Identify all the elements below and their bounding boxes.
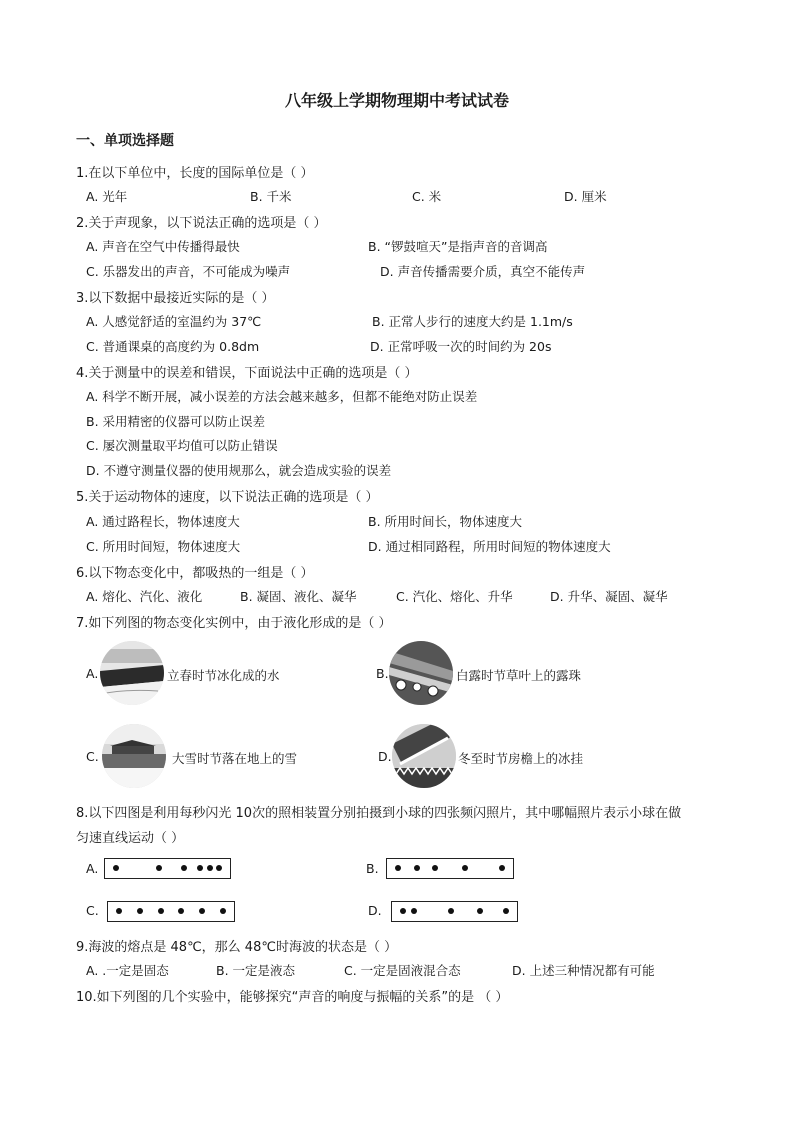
q3-option-c: C. 普通课桌的高度约为 0.8dm [86,339,260,354]
question-6-stem: 6.以下物态变化中，都吸热的一组是（ ） [76,566,314,581]
q9-option-a: A. .一定是固态 [86,963,169,978]
ball-dot [207,865,213,871]
q7-option-b: B. [376,666,389,681]
q2-option-a: A. 声音在空气中传播得最快 [86,239,240,254]
q2-option-b: B. “锣鼓喧天”是指声音的音调高 [368,239,548,254]
ball-dot [216,865,222,871]
q3-option-d: D. 正常呼吸一次的时间约为 20s [370,339,552,354]
ball-dot [220,908,226,914]
q7-option-d: D. [378,749,392,764]
q8-option-a: A. [86,861,99,876]
q9-option-c: C. 一定是固液混合态 [344,963,461,978]
flash-photo-d [391,901,518,922]
q7-caption-b: 白露时节草叶上的露珠 [456,668,582,683]
q4-option-c: C. 屡次测量取平均值可以防止错误 [86,438,278,453]
question-9-stem: 9.海波的熔点是 48℃，那么 48℃时海波的状态是（ ） [76,940,398,955]
question-10-stem: 10.如下列图的几个实验中，能够探究“声音的响度与振幅的关系”的是 （ ） [76,990,509,1005]
question-4-stem: 4.关于测量中的误差和错误，下面说法中正确的选项是（ ） [76,366,418,381]
q5-option-d: D. 通过相同路程，所用时间短的物体速度大 [368,539,611,554]
q6-option-d: D. 升华、凝固、凝华 [550,589,668,604]
page-title: 八年级上学期物理期中考试试卷 [284,91,509,110]
ball-dot [113,865,119,871]
q7-option-a: A. [86,666,99,681]
melting-ice-photo [100,641,164,705]
ball-dot [448,908,454,914]
ball-dot [156,865,162,871]
ball-dot [400,908,406,914]
q8-option-b: B. [366,861,379,876]
flash-photo-a [104,858,231,879]
question-5-stem: 5.关于运动物体的速度，以下说法正确的选项是（ ） [76,490,379,505]
ball-dot [477,908,483,914]
q6-option-a: A. 熔化、汽化、液化 [86,589,203,604]
q8-option-c: C. [86,903,99,918]
q4-option-a: A. 科学不断开展，减小误差的方法会越来越多，但都不能绝对防止误差 [86,389,478,404]
q5-option-a: A. 通过路程长，物体速度大 [86,514,240,529]
ball-dot [395,865,401,871]
q5-option-b: B. 所用时间长，物体速度大 [368,514,523,529]
q2-option-d: D. 声音传播需要介质，真空不能传声 [380,264,586,279]
ball-dot [503,908,509,914]
ball-dot [197,865,203,871]
question-2-stem: 2.关于声现象，以下说法正确的选项是（ ） [76,216,327,231]
question-7-stem: 7.如下列图的物态变化实例中，由于液化形成的是（ ） [76,616,392,631]
ball-dot [178,908,184,914]
snow-scene-photo [102,724,166,788]
question-8-stem-continued: 匀速直线运动（ ） [76,831,185,846]
question-1-stem: 1.在以下单位中，长度的国际单位是（ ） [76,166,314,181]
q3-option-b: B. 正常人步行的速度大约是 1.1m/s [372,314,573,329]
q5-option-c: C. 所用时间短，物体速度大 [86,539,241,554]
ball-dot [462,865,468,871]
q6-option-c: C. 汽化、熔化、升华 [396,589,513,604]
flash-photo-b [386,858,514,879]
q8-option-d: D. [368,903,382,918]
q6-option-b: B. 凝固、液化、凝华 [240,589,357,604]
ball-dot [137,908,143,914]
ball-dot [199,908,205,914]
ball-dot [181,865,187,871]
ball-dot [158,908,164,914]
section-heading: 一、单项选择题 [76,133,174,149]
q7-caption-a: 立春时节冰化成的水 [167,668,280,683]
q7-caption-c: 大雪时节落在地上的雪 [172,751,298,766]
q7-option-c: C. [86,749,99,764]
flash-photo-c [107,901,235,922]
question-8-stem: 8.以下四图是利用每秒闪光 10次的照相装置分别拍摄到小球的四张频闪照片，其中哪幅照片表示小球在做 [76,806,682,821]
q2-option-c: C. 乐器发出的声音，不可能成为噪声 [86,264,291,279]
question-3-stem: 3.以下数据中最接近实际的是（ ） [76,291,275,306]
q1-option-b: B. 千米 [250,189,292,204]
q9-option-b: B. 一定是液态 [216,963,296,978]
q1-option-d: D. 厘米 [564,189,607,204]
q3-option-a: A. 人感觉舒适的室温约为 37℃ [86,314,262,329]
q1-option-a: A. 光年 [86,189,128,204]
ball-dot [414,865,420,871]
q1-option-c: C. 米 [412,189,442,204]
dew-on-grass-photo [389,641,453,705]
q7-caption-d: 冬至时节房檐上的冰挂 [458,751,584,766]
ball-dot [432,865,438,871]
ball-dot [116,908,122,914]
ball-dot [411,908,417,914]
q9-option-d: D. 上述三种情况都有可能 [512,963,655,978]
icicles-photo [392,724,456,788]
q4-option-b: B. 采用精密的仪器可以防止误差 [86,414,266,429]
q4-option-d: D. 不遵守测量仪器的使用规那么，就会造成实验的误差 [86,463,392,478]
ball-dot [499,865,505,871]
